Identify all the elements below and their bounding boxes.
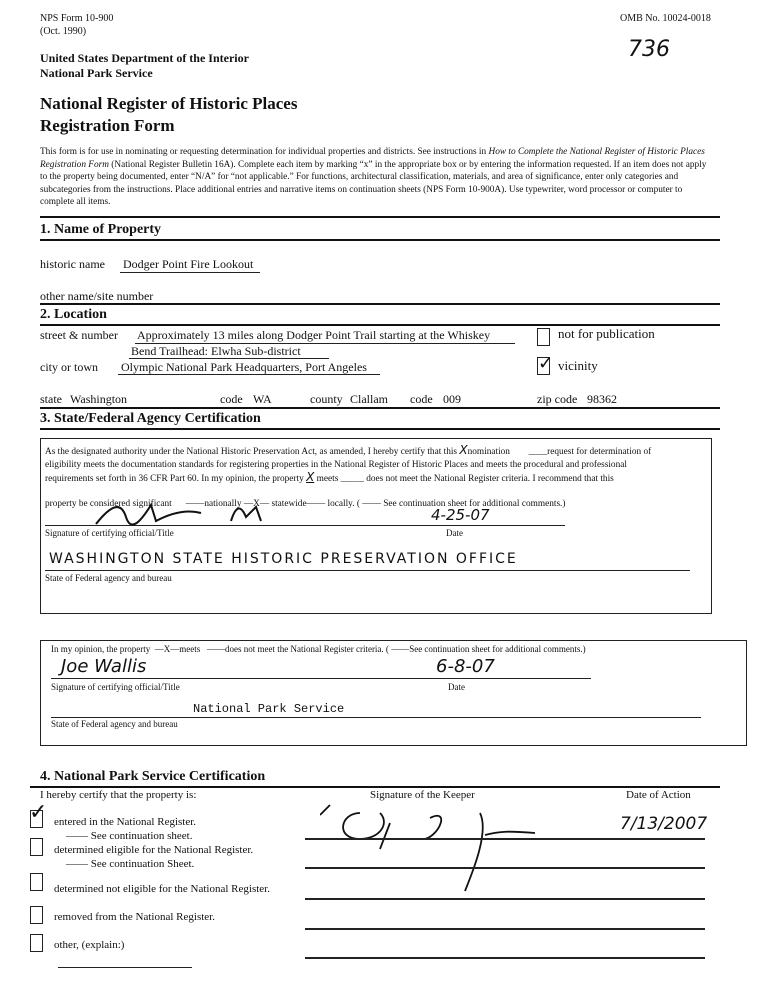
option-entered: entered in the National Register. [54,816,197,828]
keeper-line [305,957,705,959]
cert-text-2: eligibility meets the documentation standards for registering properties in the National Register of Historic Places and meets the procedural and professional [45,459,627,470]
check-mark-icon: ✓ [29,800,48,825]
removed-checkbox[interactable] [30,906,43,924]
option-removed: removed from the National Register. [54,911,215,923]
signature-label: Signature of certifying official/Title [51,682,180,692]
divider [40,407,720,409]
date-label: Date [446,528,463,538]
city-value[interactable]: Olympic National Park Headquarters, Port Angeles [121,360,367,374]
meets-mark[interactable]: X [306,470,315,484]
not-for-publication-checkbox[interactable] [537,328,550,346]
cert-text: As the designated authority under the National Historic Preservation Act, as amended, I hereby certify that this [45,447,460,457]
signature-line [45,525,565,526]
op-meets-label: meets [179,644,201,654]
keeper-line [305,928,705,930]
date-label: Date [448,682,465,692]
opinion-date[interactable]: 6-8-07 [436,656,495,677]
county-code-label: code [410,392,433,406]
intro-text-2: (National Register Bulletin 16A). Complete each item by marking “x” in the appropriate box or by entering the information requested. If an item does not apply to the property being documented, enter “N/A” for “not applicable.” For functions, architectural classification, materials, and area of significance, enter only categories and subcategories from the instructions. Place additional entries and narrative items on continuation sheets (NPS Form 10-900A). Use typewriter, word processor or computer to complete all items. [40,159,707,207]
instructions-paragraph [40,146,712,209]
county-value[interactable]: Clallam [350,392,388,406]
street-label: street & number [40,328,118,342]
opinion-text: In my opinion, the property —X—meets ——does not meet the National Register criteria. ( ——See continuation sheet for additional comments.) [51,644,586,654]
cert-text-3: requirements set forth in 36 CFR Part 60. In my opinion, the property [45,474,307,484]
see-continuation-2: —— See continuation Sheet. [66,858,195,870]
request-label: request for determination of [547,447,652,457]
county-label: county [310,392,343,406]
divider [40,239,720,241]
certifying-official-signature [91,497,281,527]
form-number: NPS Form 10-900 [40,13,114,24]
street-value-1[interactable]: Approximately 13 miles along Dodger Point Trail starting at the Whiskey [137,328,491,342]
agency: National Park Service [40,66,153,80]
section-3-heading: 3. State/Federal Agency Certification [40,411,261,426]
locally-label: locally. ( [327,499,360,509]
section-1-heading: 1. Name of Property [40,222,162,237]
historic-name-label: historic name [40,257,105,271]
omb-number: OMB No. 10024-0018 [620,13,711,24]
bureau-value[interactable]: National Park Service [193,702,345,716]
see-continuation-label: See continuation Sheet. [90,858,195,870]
keeper-line [305,898,705,900]
statewide-mark[interactable]: X [253,499,260,509]
page-title: National Register of Historic Places [40,94,298,113]
option-eligible: determined eligible for the National Register. [54,844,254,856]
date-of-action-label: Date of Action [626,789,691,801]
city-label: city or town [40,360,98,374]
signature-line [51,678,591,679]
see-continuation-label: See continuation sheet. [90,830,193,842]
op-meets-mark[interactable]: X [163,644,171,654]
county-code-value[interactable]: 009 [443,392,461,406]
op-see-continuation: See continuation sheet for additional comments.) [409,644,586,654]
intro-text: This form is for use in nominating or requesting determination for individual properties and districts. See instructions in [40,147,489,157]
entered-checkbox[interactable] [29,800,48,828]
eligible-checkbox[interactable] [30,838,43,856]
divider [40,428,720,430]
intro-italic: How to Complete the National Register of Historic Places Registration Form [40,147,705,170]
underline [120,272,260,273]
street-value-2[interactable]: Bend Trailhead: Elwha Sub-district [131,344,301,358]
underline [118,374,380,375]
see-continuation-1: —— See continuation sheet. [66,830,193,842]
form-date: (Oct. 1990) [40,26,87,37]
not-meet-label: does not meet the National Register criteria. I recommend that this [366,474,614,484]
certification-date[interactable]: 4-25-07 [431,506,490,524]
underline [129,358,329,359]
state-label: state [40,392,62,406]
department: United States Department of the Interior [40,51,249,65]
op-not-label: does not meet the National Register criteria. ( [224,644,389,654]
not-eligible-checkbox[interactable] [30,873,43,891]
opinion-prefix: In my opinion, the property [51,644,151,654]
bureau-line [45,570,690,571]
statewide-label: statewide [271,499,307,509]
historic-name-value[interactable]: Dodger Point Fire Lookout [123,257,254,271]
divider [30,786,720,788]
zip-label: zip code [537,392,578,406]
check-mark-icon: ✓ [538,353,554,374]
other-name-label: other name/site number [40,289,154,303]
keeper-label: Signature of the Keeper [370,789,475,801]
vicinity-label: vicinity [558,358,598,373]
code-value[interactable]: WA [253,392,272,406]
nomination-mark[interactable]: X [459,443,468,457]
keeper-line [305,867,705,869]
handwritten-reference: 736 [628,37,670,62]
vicinity-checkbox[interactable] [537,353,554,375]
cert-text-4: property be considered significant [45,499,172,509]
meets-label: meets [316,474,339,484]
keeper-signature [320,803,540,895]
bureau-label: State of Federal agency and bureau [45,573,172,583]
divider [40,303,720,305]
code-label: code [220,392,243,406]
date-of-action-value[interactable]: 7/13/2007 [620,814,708,834]
section-4-heading: 4. National Park Service Certification [40,769,266,784]
see-continuation: See continuation sheet for additional comments.) [383,499,566,509]
signature-label: Signature of certifying official/Title [45,528,174,538]
state-certification-box: As the designated authority under the National Historic Preservation Act, as amended, I hereby certify that this Xnomination ____request for determination of eligibility meets the documentation standards for registering properties in the National Register of Historic Places and meets the procedural and professional requirements set forth in 36 CFR Part 60. In my opinion, the property X meets _____ does not meet the National Register criteria. I recommend that this property be considered significant ——nationally —X— statewide—— locally. ( —— See continuation sheet for additional comments.) 4-25-07 Signature of certifying official/Title Date WASHINGTON STATE HISTORIC PRESERVATION OFFICE State of Federal agency and bureau [40,438,712,614]
nps-official-signature: Joe Wallis [61,656,147,677]
bureau-line [51,717,701,718]
option-not-eligible: determined not eligible for the National Register. [54,883,270,895]
not-for-publication-label: not for publication [558,326,655,341]
explain-line [58,967,192,968]
other-checkbox[interactable] [30,934,43,952]
section-2-heading: 2. Location [40,307,107,322]
keeper-line [305,838,705,840]
bureau-label: State of Federal agency and bureau [51,719,178,729]
bureau-value[interactable]: WASHINGTON STATE HISTORIC PRESERVATION OFFICE [49,551,518,567]
zip-value[interactable]: 98362 [587,392,617,406]
nomination-label: nomination [467,447,510,457]
page-subtitle: Registration Form [40,116,175,135]
nps-opinion-box [40,640,747,746]
state-value[interactable]: Washington [70,392,128,406]
certify-label: I hereby certify that the property is: [40,789,197,801]
divider [40,216,720,218]
nationally-label: nationally [204,499,242,509]
option-other: other, (explain:) [54,939,125,951]
